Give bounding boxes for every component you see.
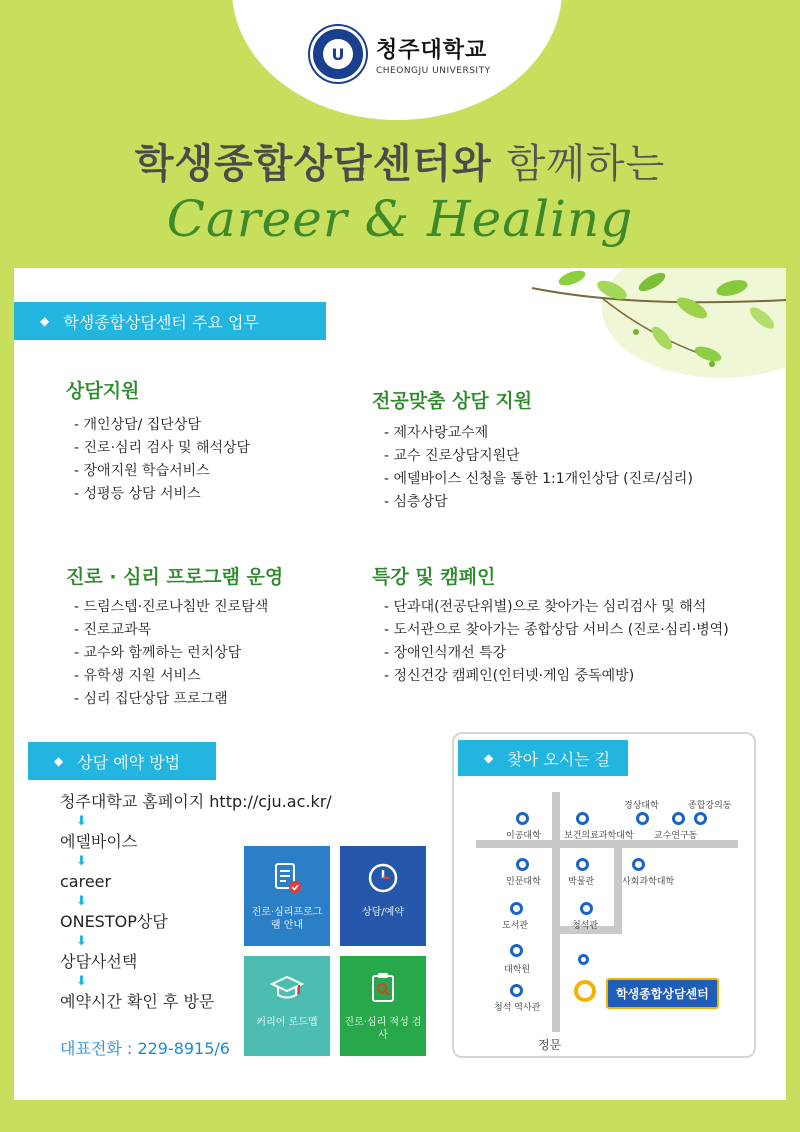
list-item: - 교수 진로상담지원단 bbox=[384, 445, 693, 468]
map-stop-label: 청석관 bbox=[572, 921, 599, 931]
section-title-counseling: 상담지원 bbox=[66, 380, 140, 402]
booking-step: 예약시간 확인 후 방문 bbox=[60, 992, 215, 1011]
campus-map bbox=[452, 732, 756, 1058]
list-item: - 정신건강 캠페인(인터넷·게임 중독예방) bbox=[384, 665, 729, 688]
graduation-cap-icon bbox=[269, 970, 305, 1006]
map-stop bbox=[632, 858, 645, 871]
down-arrow-icon: ⬇ bbox=[76, 814, 87, 829]
counseling-list bbox=[74, 414, 250, 506]
tile-aptitude-test[interactable]: 진로·심리 적성 검사 bbox=[340, 956, 426, 1056]
leaves-decoration bbox=[512, 268, 786, 388]
map-stop bbox=[694, 812, 707, 825]
current-location-marker-icon bbox=[574, 980, 596, 1002]
tile-booking[interactable]: 상담/예약 bbox=[340, 846, 426, 946]
list-item: - 장애인식개선 특강 bbox=[384, 642, 729, 665]
booking-step: 상담사선택 bbox=[60, 952, 138, 971]
content-panel bbox=[14, 268, 786, 1100]
map-stop-label: 청석 역사관 bbox=[494, 1003, 541, 1013]
list-item: - 에델바이스 신청을 통한 1:1개인상담 (진로/심리) bbox=[384, 468, 693, 491]
section-title-major-counseling: 전공맞춤 상담 지원 bbox=[372, 390, 533, 412]
list-item: - 단과대(전공단위별)으로 찾아가는 심리검사 및 해석 bbox=[384, 596, 729, 619]
map-stop-label: 이공대학 bbox=[506, 831, 541, 841]
main-gate-label: 정문 bbox=[538, 1038, 562, 1052]
tile-program-guide[interactable]: 진로·심리프로그램 안내 bbox=[244, 846, 330, 946]
map-stop bbox=[580, 902, 593, 915]
map-stop-label: 대학원 bbox=[504, 965, 531, 975]
phone-number: 대표전화 : 229-8915/6 bbox=[60, 1039, 230, 1058]
map-stop bbox=[510, 902, 523, 915]
programs-list bbox=[74, 596, 268, 711]
booking-step: ONESTOP상담 bbox=[60, 912, 168, 931]
map-stop-label: 도서관 bbox=[502, 921, 529, 931]
tile-career-roadmap[interactable]: 커리어 로드맵 bbox=[244, 956, 330, 1056]
tab-booking: ◆ 상담 예약 방법 bbox=[28, 742, 216, 780]
counseling-center-label: 학생종합상담센터 bbox=[606, 978, 719, 1009]
map-stop-label: 사회과학대학 bbox=[622, 877, 675, 887]
down-arrow-icon: ⬇ bbox=[76, 894, 87, 909]
list-item: - 심층상담 bbox=[384, 491, 693, 514]
map-stop-label: 교수연구동 bbox=[654, 831, 698, 841]
university-logo bbox=[310, 26, 491, 82]
map-stop bbox=[516, 812, 529, 825]
major-counseling-list bbox=[384, 422, 693, 514]
road bbox=[476, 840, 738, 848]
map-stop bbox=[578, 954, 589, 965]
lectures-list bbox=[384, 596, 729, 688]
road bbox=[552, 792, 560, 1032]
list-item: - 성평등 상담 서비스 bbox=[74, 483, 250, 506]
university-seal-icon: U bbox=[310, 26, 366, 82]
map-stop-label: 보건의료과학대학 bbox=[564, 831, 634, 841]
list-item: - 진로교과목 bbox=[74, 619, 268, 642]
list-item: - 도서관으로 찾아가는 종합상담 서비스 (진로·심리·병역) bbox=[384, 619, 729, 642]
logo-english-name: CHEONGJU UNIVERSITY bbox=[376, 65, 491, 76]
list-item: - 유학생 지원 서비스 bbox=[74, 665, 268, 688]
clock-icon bbox=[365, 860, 401, 896]
document-check-icon bbox=[269, 860, 305, 896]
booking-step: career bbox=[60, 872, 112, 891]
list-item: - 진로·심리 검사 및 해석상담 bbox=[74, 437, 250, 460]
tab-directions: ◆ 찾아 오시는 길 bbox=[458, 740, 628, 776]
road bbox=[614, 842, 622, 932]
list-item: - 교수와 함께하는 런치상담 bbox=[74, 642, 268, 665]
section-title-programs: 진로 · 심리 프로그램 운영 bbox=[66, 566, 284, 588]
map-stop-label: 인문대학 bbox=[506, 877, 541, 887]
tab-main-duties: ◆ 학생종합상담센터 주요 업무 bbox=[14, 302, 326, 340]
down-arrow-icon: ⬇ bbox=[76, 934, 87, 949]
clipboard-search-icon bbox=[365, 970, 401, 1006]
map-stop bbox=[576, 858, 589, 871]
map-stop bbox=[636, 812, 649, 825]
diamond-icon: ◆ bbox=[54, 754, 64, 768]
page-subline: Career & Healing bbox=[166, 190, 634, 248]
diamond-icon: ◆ bbox=[40, 314, 50, 328]
page-headline: 학생종합상담센터와 함께하는 bbox=[134, 141, 666, 187]
section-title-lectures: 특강 및 캠페인 bbox=[372, 566, 496, 588]
map-stop bbox=[672, 812, 685, 825]
map-stop-label: 종합강의동 bbox=[688, 801, 732, 811]
list-item: - 제자사랑교수제 bbox=[384, 422, 693, 445]
list-item: - 드림스텝·진로나침반 진로탐색 bbox=[74, 596, 268, 619]
down-arrow-icon: ⬇ bbox=[76, 854, 87, 869]
map-stop-label: 박물관 bbox=[568, 877, 595, 887]
map-stop bbox=[510, 944, 523, 957]
list-item: - 장애지원 학습서비스 bbox=[74, 460, 250, 483]
booking-step: 에델바이스 bbox=[60, 832, 138, 851]
map-stop bbox=[576, 812, 589, 825]
map-stop bbox=[510, 984, 523, 997]
list-item: - 개인상담/ 집단상담 bbox=[74, 414, 250, 437]
logo-korean-name: 청주대학교 bbox=[376, 37, 488, 63]
map-stop-label: 경상대학 bbox=[624, 801, 659, 811]
down-arrow-icon: ⬇ bbox=[76, 974, 87, 989]
list-item: - 심리 집단상담 프로그램 bbox=[74, 688, 268, 711]
diamond-icon: ◆ bbox=[484, 751, 494, 765]
booking-step: 청주대학교 홈페이지 http://cju.ac.kr/ bbox=[60, 792, 332, 811]
map-stop bbox=[516, 858, 529, 871]
